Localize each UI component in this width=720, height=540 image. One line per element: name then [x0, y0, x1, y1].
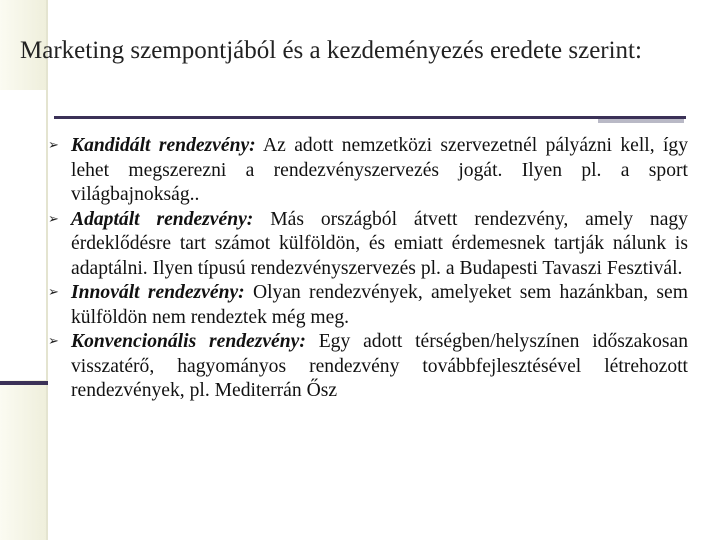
bullet-list [48, 134, 688, 404]
side-panel [0, 90, 46, 380]
bullet-text: Olyan rendezvények, amelyeket sem hazánkban, sem külföldön nem rendeztek még meg. [71, 282, 688, 328]
bullet-konvencionalis [48, 330, 688, 404]
bullet-term: Innovált rendezvény: [71, 282, 245, 303]
arrow-bullet-icon: ➢ [48, 334, 59, 349]
side-accent-bar [0, 381, 48, 385]
bullet-term: Kandidált rendezvény: [71, 135, 256, 156]
bullet-kandidalt [48, 134, 688, 208]
bullet-term: Konvencionális rendezvény: [71, 331, 306, 352]
bullet-text: Más országból átvett rendezvény, amely nagy érdeklődésre tart számot külföldön, és emiatt érdemesnek tartják nálunk is adaptálni. Ilyen típusú rendezvényszervezés pl. a Budapesti Tavaszi Fesztivál. [71, 208, 688, 279]
arrow-bullet-icon: ➢ [48, 285, 59, 300]
bullet-term: Adaptált rendezvény: [71, 208, 254, 230]
bullet-adaptalt [48, 208, 688, 282]
title-underline [54, 116, 686, 119]
bullet-innovalt [48, 281, 688, 330]
arrow-bullet-icon: ➢ [48, 211, 59, 227]
bullet-text: Egy adott térségben/helyszínen időszakosan visszatérő, hagyományos rendezvény továbbfejlesztésével létrehozott rendezvények, pl. Mediterrán Ősz [71, 331, 688, 401]
bullet-text: Az adott nemzetközi szervezetnél pályázni kell, így lehet megszerezni a rendezvényszervezés jogát. Ilyen pl. a sport világbajnokság.. [71, 135, 689, 205]
slide-title: Marketing szempontjából és a kezdeményezés eredete szerint: [20, 37, 642, 64]
title-underline-shadow [598, 119, 684, 123]
arrow-bullet-icon: ➢ [48, 138, 59, 153]
